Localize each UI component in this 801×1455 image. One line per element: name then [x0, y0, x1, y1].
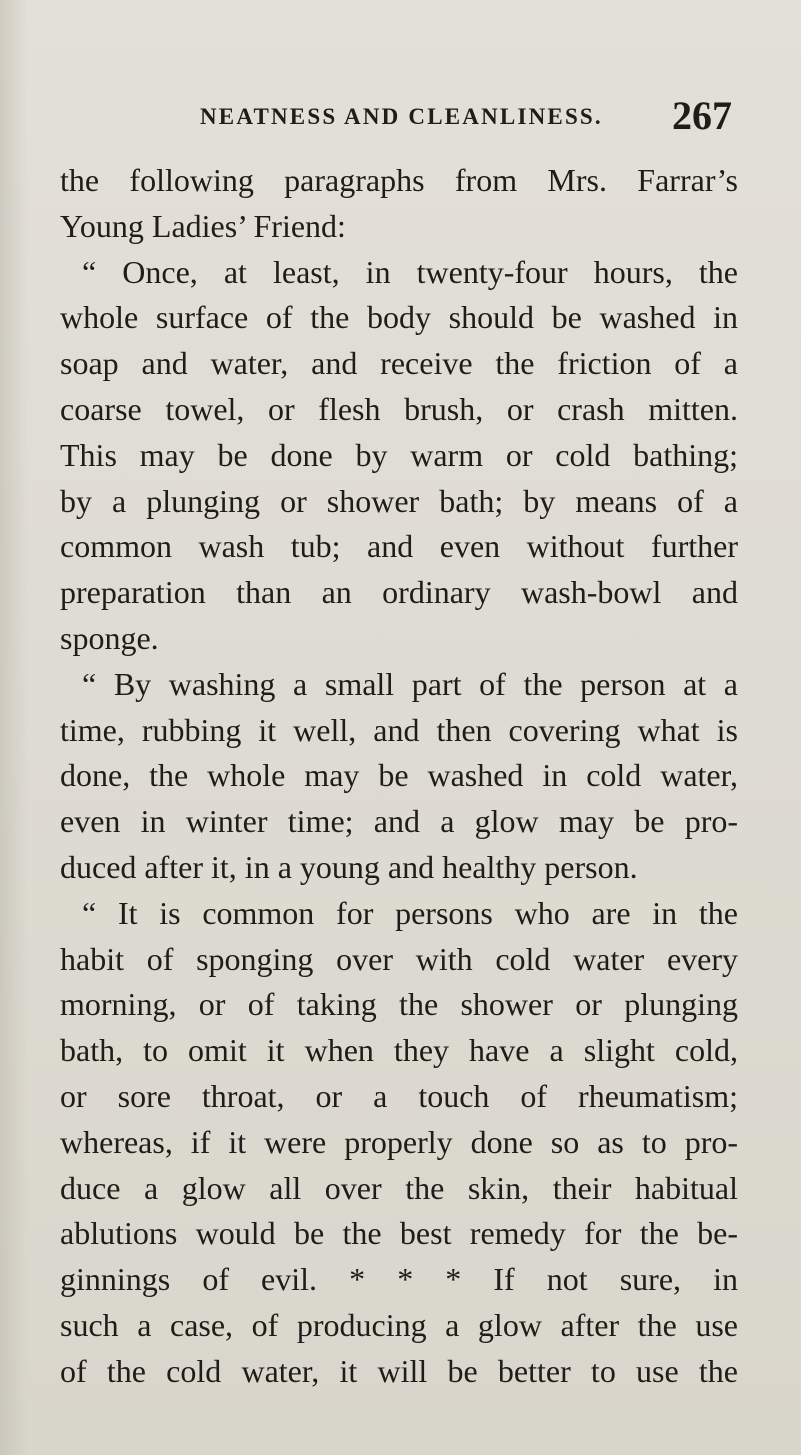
body-text: [60, 158, 738, 1395]
text-line: ginnings of evil. * * * If not sure, in: [60, 1261, 738, 1298]
text-line: This may be done by warm or cold bathing;: [60, 436, 738, 473]
text-line: “ It is common for persons who are in the: [82, 894, 738, 931]
text-line: duce a glow all over the skin, their habitual: [60, 1169, 738, 1206]
text-line: sponge.: [60, 619, 159, 656]
text-line: done, the whole may be washed in cold water,: [60, 757, 738, 794]
text-line: time, rubbing it well, and then covering what is: [60, 711, 738, 748]
text-line: morning, or of taking the shower or plunging: [60, 986, 738, 1023]
text-line: soap and water, and receive the friction of a: [60, 345, 738, 382]
text-line: ablutions would be the best remedy for the be-: [60, 1215, 738, 1252]
text-line: whereas, if it were properly done so as to pro-: [60, 1123, 738, 1160]
running-title: NEATNESS AND CLEANLINESS.: [200, 104, 603, 129]
running-head: [200, 93, 732, 140]
text-line: or sore throat, or a touch of rheumatism;: [60, 1077, 738, 1114]
text-line: “ Once, at least, in twenty-four hours, the: [82, 253, 738, 290]
text-line: by a plunging or shower bath; by means of a: [60, 482, 738, 519]
text-line: of the cold water, it will be better to use the: [60, 1352, 738, 1389]
text-line: such a case, of producing a glow after the use: [60, 1306, 738, 1343]
text-line: bath, to omit it when they have a slight cold,: [60, 1032, 738, 1069]
page-number: 267: [672, 93, 732, 138]
text-line: “ By washing a small part of the person at a: [82, 665, 738, 702]
text-line: preparation than an ordinary wash-bowl and: [60, 574, 738, 611]
text-line: whole surface of the body should be washed in: [60, 299, 738, 336]
text-line: Young Ladies’ Friend:: [60, 207, 346, 244]
text-line: coarse towel, or flesh brush, or crash mitten.: [60, 390, 738, 427]
text-line: habit of sponging over with cold water every: [60, 940, 738, 977]
text-line: the following paragraphs from Mrs. Farrar’s: [60, 162, 738, 198]
text-line: duced after it, in a young and healthy person.: [60, 848, 638, 885]
text-line: common wash tub; and even without further: [60, 528, 738, 565]
text-line: even in winter time; and a glow may be pro-: [60, 803, 738, 840]
